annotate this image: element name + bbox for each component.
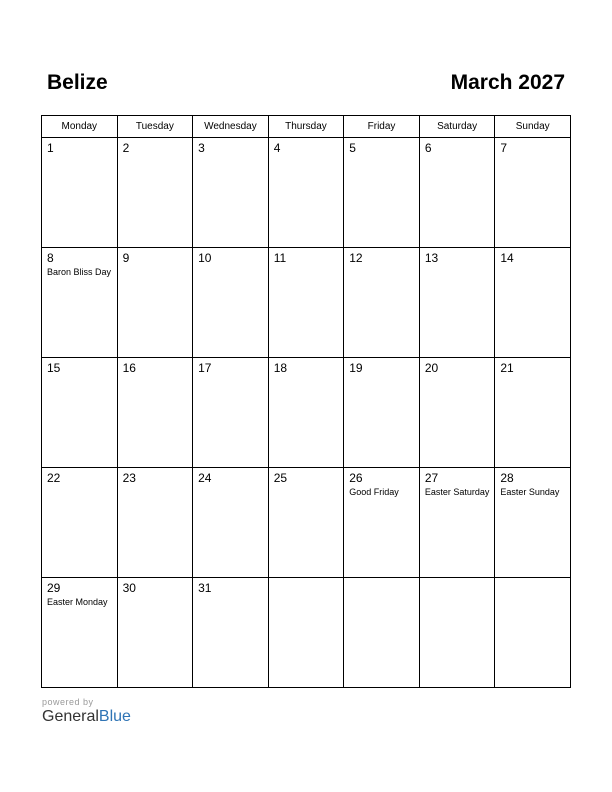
day-number: 9 (122, 251, 130, 265)
week-row (42, 358, 571, 468)
day-cell (42, 358, 118, 468)
day-number: 2 (122, 141, 130, 155)
week-row (42, 468, 571, 578)
day-number: 20 (424, 361, 439, 375)
weekday-header: Friday (344, 116, 420, 138)
day-cell (268, 138, 344, 248)
day-number: 23 (122, 471, 136, 485)
day-cell (495, 138, 571, 248)
day-cell (344, 358, 420, 468)
day-number: 13 (424, 251, 439, 265)
day-number: 24 (198, 471, 212, 485)
day-number: 15 (47, 361, 61, 375)
day-cell (42, 468, 118, 578)
day-cell (193, 358, 269, 468)
day-cell (495, 248, 571, 358)
day-number: 21 (500, 361, 514, 375)
day-cell (193, 578, 269, 688)
day-cell (419, 138, 495, 248)
day-cell (419, 578, 495, 688)
weekday-header: Sunday (495, 116, 571, 138)
day-number: 6 (424, 141, 432, 155)
day-cell (344, 468, 420, 578)
powered-by-text: powered by (42, 697, 94, 707)
day-cell (344, 138, 420, 248)
day-cell (42, 138, 118, 248)
calendar-grid (41, 115, 571, 688)
day-cell (193, 468, 269, 578)
brand-general-text: General (42, 708, 99, 725)
day-cell (193, 138, 269, 248)
day-cell (344, 248, 420, 358)
holiday-label: Easter Sunday (500, 487, 560, 497)
week-row (42, 248, 571, 358)
day-number: 25 (273, 471, 288, 485)
day-number: 10 (198, 251, 212, 265)
day-cell (193, 248, 269, 358)
day-number: 4 (273, 141, 281, 155)
day-number: 22 (47, 471, 61, 485)
week-row (42, 578, 571, 688)
day-number: 17 (198, 361, 212, 375)
day-cell (495, 358, 571, 468)
day-number: 7 (500, 141, 508, 155)
month-year-title: March 2027 (450, 71, 565, 94)
holiday-label: Easter Monday (47, 597, 108, 607)
day-number: 27 (424, 471, 439, 485)
footer-branding (42, 697, 131, 726)
day-cell (117, 468, 193, 578)
day-cell (268, 248, 344, 358)
day-cell (419, 468, 495, 578)
day-cell (268, 468, 344, 578)
day-cell (117, 138, 193, 248)
holiday-label: Easter Saturday (424, 487, 490, 497)
weekday-header: Saturday (419, 116, 495, 138)
weekday-header: Monday (42, 116, 118, 138)
day-cell (495, 578, 571, 688)
day-number: 19 (349, 361, 363, 375)
holiday-label: Good Friday (349, 487, 399, 497)
day-number: 28 (500, 471, 514, 485)
day-cell (495, 468, 571, 578)
brand-logo (42, 708, 131, 726)
day-cell (117, 578, 193, 688)
week-row (42, 138, 571, 248)
day-cell (344, 578, 420, 688)
day-number: 26 (349, 471, 363, 485)
day-cell (42, 248, 118, 358)
brand-blue-text: Blue (98, 708, 131, 725)
weekday-header-row (42, 116, 571, 138)
day-cell (268, 578, 344, 688)
day-number: 14 (500, 251, 514, 265)
day-cell (268, 358, 344, 468)
country-title: Belize (47, 71, 108, 94)
day-number: 12 (349, 251, 363, 265)
day-cell (419, 358, 495, 468)
day-number: 5 (349, 141, 356, 155)
day-number: 16 (122, 361, 136, 375)
day-number: 1 (47, 141, 54, 155)
day-cell (42, 578, 118, 688)
day-cell (419, 248, 495, 358)
day-cell (117, 248, 193, 358)
weekday-header: Thursday (268, 116, 344, 138)
day-number: 3 (198, 141, 205, 155)
day-number: 29 (47, 581, 61, 595)
day-number: 18 (273, 361, 288, 375)
day-cell (117, 358, 193, 468)
day-number: 11 (273, 251, 287, 265)
day-number: 8 (47, 251, 54, 265)
day-number: 30 (122, 581, 136, 595)
weekday-header: Tuesday (117, 116, 193, 138)
holiday-label: Baron Bliss Day (47, 267, 112, 277)
weekday-header: Wednesday (193, 116, 269, 138)
day-number: 31 (198, 581, 212, 595)
